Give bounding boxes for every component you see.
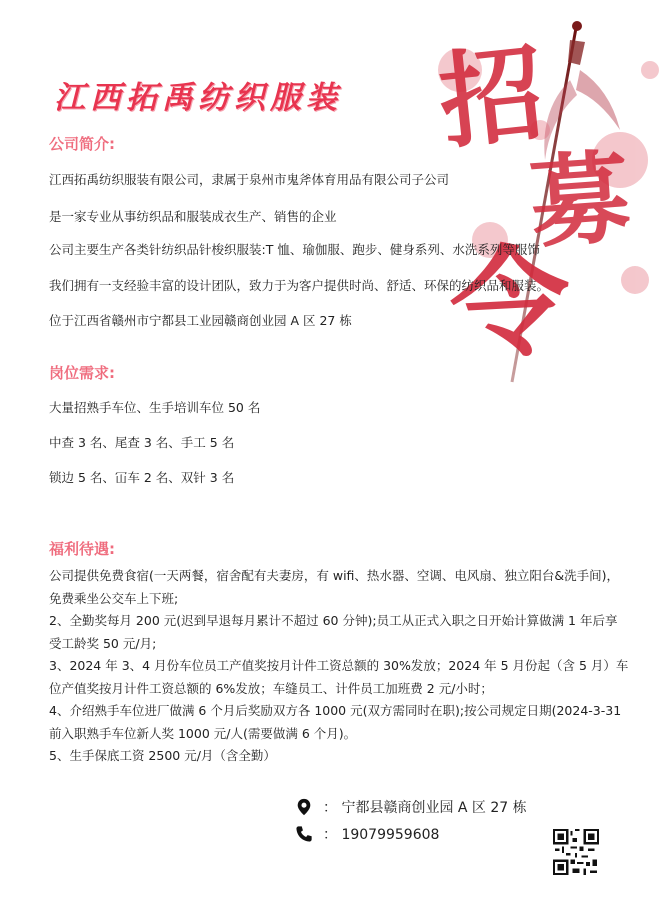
company-line: 位于江西省赣州市宁都县工业园赣商创业园 A 区 27 栋 <box>49 313 352 328</box>
benefits-heading: 福利待遇: <box>49 540 115 558</box>
benefit-item: 公司提供免费食宿(一天两餐，宿舍配有夫妻房，有 wifi、热水器、空调、电风扇、独立阳台&洗手间)，免费乘坐公交车上下班; <box>49 568 620 606</box>
banner-char-2: 募 <box>526 137 634 263</box>
qr-code-icon <box>553 829 599 875</box>
company-brand-title: 江西拓禹纺织服装 <box>54 80 342 116</box>
benefit-item: 3、2024 年 3、4 月份车位员工产值奖按月计件工资总额的 30%发放；2024 年 5 月份起（含 5 月）车位产值奖按月计件工资总额的 6%发放；车缝员工、计件员工加班费 2 元/小时； <box>49 658 629 696</box>
contact-phone <box>295 824 439 844</box>
address-text: ： 宁都县赣商创业园 A 区 27 栋 <box>323 800 527 816</box>
recruitment-banner-artwork <box>420 10 670 390</box>
company-line: 公司主要生产各类针纺织品针梭织服装:T 恤、瑜伽服、跑步、健身系列、水洗系列等服饰 <box>49 242 540 257</box>
banner-char-3: 令 <box>446 229 574 378</box>
location-pin-icon <box>295 798 313 816</box>
company-line: 江西拓禹纺织服装有限公司，隶属于泉州市鬼斧体育用品有限公司子公司 <box>49 172 450 187</box>
benefit-item: 4、介绍熟手车位进厂做满 6 个月后奖励双方各 1000 元(双方需同时在职);按公司规定日期(2024-3-31 前入职熟手车位新人奖 1000 元/人(需要做满 6 个月)。 <box>49 703 622 741</box>
company-line: 我们拥有一支经验丰富的设计团队，致力于为客户提供时尚、舒适、环保的纺织品和服装。 <box>49 278 550 293</box>
company-line: 是一家专业从事纺织品和服装成衣生产、销售的企业 <box>49 209 337 224</box>
benefit-item: 5、生手保底工资 2500 元/月（含全勤） <box>49 748 276 763</box>
contact-address <box>295 797 527 817</box>
company-intro-heading: 公司简介: <box>49 135 115 153</box>
jobs-heading: 岗位需求: <box>49 364 115 382</box>
phone-icon <box>295 825 313 843</box>
phone-text: ： 19079959608 <box>323 827 440 843</box>
job-line: 中查 3 名、尾查 3 名、手工 5 名 <box>49 435 235 450</box>
benefit-item: 2、全勤奖每月 200 元(迟到早退每月累计不超过 60 分钟);员工从正式入职之日开始计算做满 1 年后享受工龄奖 50 元/月; <box>49 613 618 651</box>
job-line: 大量招熟手车位、生手培训车位 50 名 <box>49 400 261 415</box>
job-line: 锁边 5 名、冚车 2 名、双针 3 名 <box>49 470 235 485</box>
benefits-list <box>49 565 629 768</box>
banner-char-1: 招 <box>433 30 550 164</box>
